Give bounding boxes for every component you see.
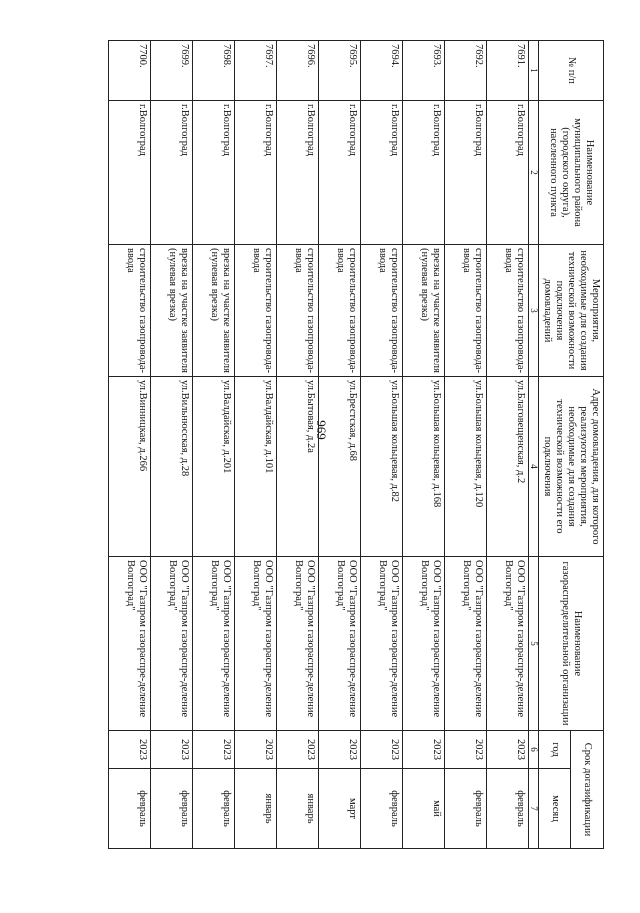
row-municipality: г.Волгоград bbox=[277, 101, 319, 245]
row-organization: ООО "Газпром газораспре-деление Волгоград" bbox=[487, 557, 529, 731]
table-row bbox=[151, 41, 193, 849]
table-row bbox=[319, 41, 361, 849]
row-number: 7692. bbox=[445, 41, 487, 101]
column-number: 2 bbox=[529, 101, 539, 245]
row-address: ул.Большая кольцевая, д.168 bbox=[403, 377, 445, 557]
row-year: 2023 bbox=[403, 731, 445, 769]
column-number: 3 bbox=[529, 245, 539, 377]
row-number: 7691. bbox=[487, 41, 529, 101]
row-organization: ООО "Газпром газораспре-деление Волгоград" bbox=[361, 557, 403, 731]
table-row bbox=[361, 41, 403, 849]
row-year: 2023 bbox=[277, 731, 319, 769]
header-municipality: Наименование муниципального района (городского округа), населенного пункта bbox=[539, 101, 604, 245]
page-number: 969 bbox=[314, 420, 329, 440]
row-municipality: г.Волгоград bbox=[109, 101, 151, 245]
row-month: февраль bbox=[193, 769, 235, 849]
row-works: строительство газопровода-ввода bbox=[235, 245, 277, 377]
row-organization: ООО "Газпром газораспре-деление Волгоград" bbox=[319, 557, 361, 731]
header-month: месяц bbox=[539, 769, 572, 849]
row-organization: ООО "Газпром газораспре-деление Волгоград" bbox=[235, 557, 277, 731]
table-row bbox=[193, 41, 235, 849]
row-address: ул.Валдайская, д.101 bbox=[235, 377, 277, 557]
header-year: год bbox=[539, 731, 572, 769]
column-number: 7 bbox=[529, 769, 539, 849]
row-month: январь bbox=[235, 769, 277, 849]
row-number: 7697. bbox=[235, 41, 277, 101]
row-works: врезка на участке заявителя (нулевая врезка) bbox=[193, 245, 235, 377]
row-month: март bbox=[319, 769, 361, 849]
row-month: февраль bbox=[109, 769, 151, 849]
row-year: 2023 bbox=[193, 731, 235, 769]
header-number: № п/п bbox=[539, 41, 604, 101]
row-month: февраль bbox=[361, 769, 403, 849]
row-address: ул.Благовещенская, д.2 bbox=[487, 377, 529, 557]
row-works: врезка на участке заявителя (нулевая врезка) bbox=[151, 245, 193, 377]
table-row bbox=[445, 41, 487, 849]
row-works: врезка на участке заявителя (нулевая врезка) bbox=[403, 245, 445, 377]
table-row bbox=[487, 41, 529, 849]
table-body bbox=[109, 41, 529, 849]
table-header bbox=[529, 41, 604, 849]
row-works: строительство газопровода-ввода bbox=[109, 245, 151, 377]
row-address: ул.Большая кольцевая, д.120 bbox=[445, 377, 487, 557]
row-address: ул.Большая кольцевая, д.82 bbox=[361, 377, 403, 557]
column-number-row bbox=[529, 41, 539, 849]
column-number: 4 bbox=[529, 377, 539, 557]
row-works: строительство газопровода-ввода bbox=[319, 245, 361, 377]
row-number: 7695. bbox=[319, 41, 361, 101]
row-municipality: г.Волгоград bbox=[193, 101, 235, 245]
row-organization: ООО "Газпром газораспре-деление Волгоград" bbox=[151, 557, 193, 731]
row-municipality: г.Волгоград bbox=[487, 101, 529, 245]
gasification-table bbox=[108, 40, 604, 849]
row-month: май bbox=[403, 769, 445, 849]
row-number: 7698. bbox=[193, 41, 235, 101]
row-month: февраль bbox=[445, 769, 487, 849]
table-row bbox=[403, 41, 445, 849]
row-address: ул.Валдайская, д.201 bbox=[193, 377, 235, 557]
row-number: 7693. bbox=[403, 41, 445, 101]
row-address: ул.Бытовая, д.2а bbox=[277, 377, 319, 557]
column-number: 5 bbox=[529, 557, 539, 731]
table-row bbox=[109, 41, 151, 849]
row-works: строительство газопровода-ввода bbox=[445, 245, 487, 377]
row-year: 2023 bbox=[151, 731, 193, 769]
row-month: январь bbox=[277, 769, 319, 849]
row-municipality: г.Волгоград bbox=[151, 101, 193, 245]
row-organization: ООО "Газпром газораспре-деление Волгоград" bbox=[403, 557, 445, 731]
row-works: строительство газопровода-ввода bbox=[277, 245, 319, 377]
rotated-table-container bbox=[44, 40, 604, 860]
row-municipality: г.Волгоград bbox=[235, 101, 277, 245]
row-municipality: г.Волгоград bbox=[445, 101, 487, 245]
header-deadline: Срок догазификации bbox=[571, 731, 604, 849]
row-number: 7700. bbox=[109, 41, 151, 101]
row-address: ул.Брестская, д.68 bbox=[319, 377, 361, 557]
row-year: 2023 bbox=[235, 731, 277, 769]
table-row bbox=[235, 41, 277, 849]
row-municipality: г.Волгоград bbox=[403, 101, 445, 245]
row-organization: ООО "Газпром газораспре-деление Волгоград" bbox=[445, 557, 487, 731]
row-organization: ООО "Газпром газораспре-деление Волгоград" bbox=[109, 557, 151, 731]
row-municipality: г.Волгоград bbox=[319, 101, 361, 245]
row-organization: ООО "Газпром газораспре-деление Волгоград" bbox=[193, 557, 235, 731]
header-works: Мероприятия, необходимые для создания технической возможности подключения домовладений bbox=[539, 245, 604, 377]
row-municipality: г.Волгоград bbox=[361, 101, 403, 245]
column-number: 6 bbox=[529, 731, 539, 769]
column-number: 1 bbox=[529, 41, 539, 101]
row-address: ул.Винницкая, д.266 bbox=[109, 377, 151, 557]
row-works: строительство газопровода-ввода bbox=[487, 245, 529, 377]
header-organization: Наименование газораспределительной организации bbox=[539, 557, 604, 731]
header-address: Адрес домовладения, для которого реализуются мероприятия, необходимые для создания технической возможности его подключения bbox=[539, 377, 604, 557]
row-year: 2023 bbox=[445, 731, 487, 769]
table-row bbox=[277, 41, 319, 849]
row-year: 2023 bbox=[109, 731, 151, 769]
row-month: февраль bbox=[487, 769, 529, 849]
row-organization: ООО "Газпром газораспре-деление Волгоград" bbox=[277, 557, 319, 731]
row-works: строительство газопровода-ввода bbox=[361, 245, 403, 377]
row-number: 7699. bbox=[151, 41, 193, 101]
row-number: 7696. bbox=[277, 41, 319, 101]
row-address: ул.Вильнюсская, д.28 bbox=[151, 377, 193, 557]
row-year: 2023 bbox=[319, 731, 361, 769]
row-month: февраль bbox=[151, 769, 193, 849]
row-number: 7694. bbox=[361, 41, 403, 101]
row-year: 2023 bbox=[361, 731, 403, 769]
row-year: 2023 bbox=[487, 731, 529, 769]
